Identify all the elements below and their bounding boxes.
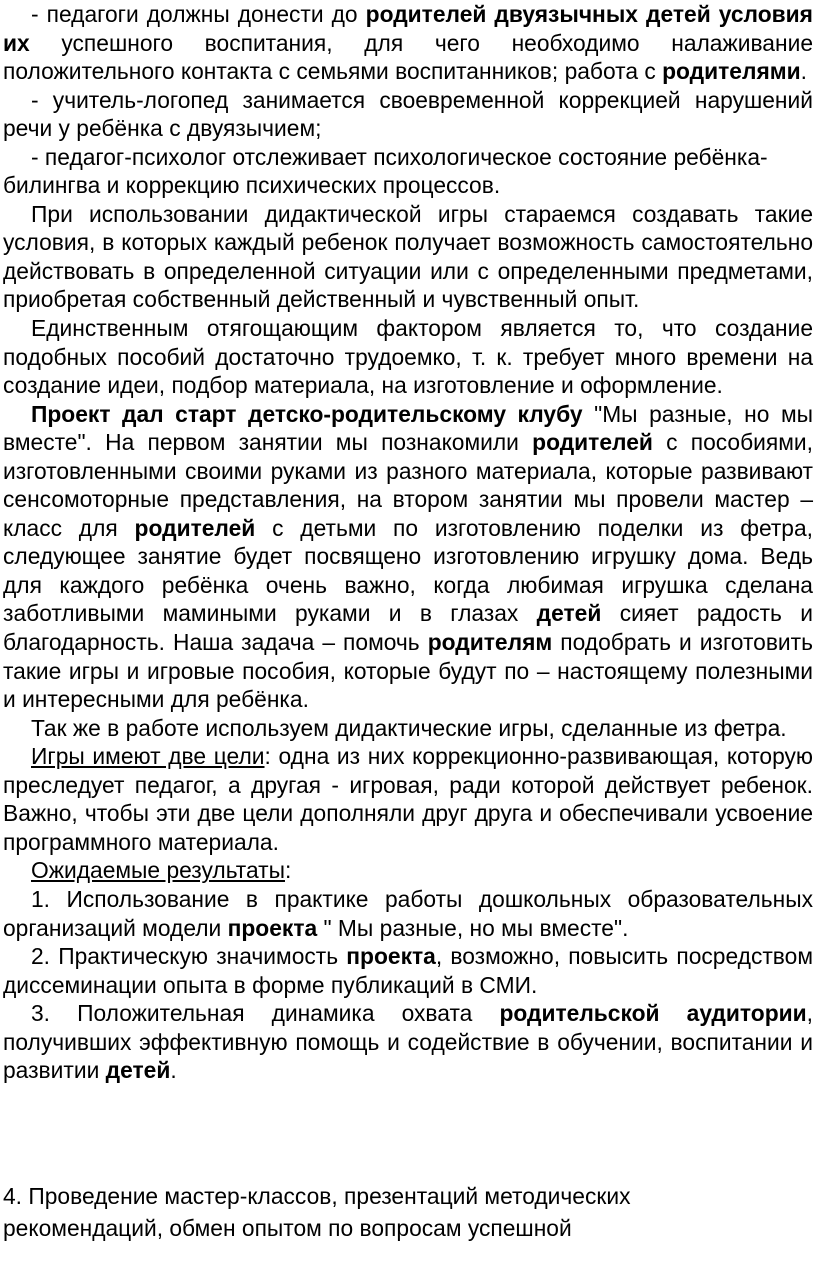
text-run: 2. Практическую значимость: [31, 943, 347, 970]
paragraph-parents-conditions: [3, 0, 813, 86]
document-body: [3, 0, 813, 1085]
text-run: .: [170, 1057, 177, 1084]
bold-run: Проект дал старт детско-родительскому клубу: [31, 400, 583, 427]
text-run: : одна из них коррекционно-развивающая, которую преследует педагог, а другая - игровая, ради которой действует ребенок. Важно, чтобы эти две цели дополняли друг друга и обеспечивали усвоение программного материала.: [3, 743, 814, 855]
text-run: .: [800, 58, 807, 85]
text-run: "Мы разные, но мы вместе". На первом занятии мы познакомили: [3, 400, 813, 456]
paragraph-didactic-game: При использовании дидактической игры стараемся создавать такие условия, в которых каждый ребенок получает возможность самостоятельно действовать в определенной ситуации или с определенными предметами, приобретая собственный действенный и чувственный опыт.: [3, 200, 813, 313]
text-run: " Мы разные, но мы вместе".: [317, 914, 629, 941]
bold-run: родителей: [134, 514, 256, 541]
bold-run: родителям: [427, 629, 553, 656]
paragraph-speech-therapist: - учитель-логопед занимается своевременной коррекцией нарушений речи у ребёнка с двуязычием;: [3, 86, 813, 142]
underlined-run: Ожидаемые результаты: [31, 857, 285, 884]
bold-run: детей: [536, 600, 602, 627]
bold-run: проекта: [346, 943, 436, 970]
text-run: сияет радость и благодарность. Наша задача – помочь: [3, 600, 813, 656]
text-run: :: [284, 857, 292, 884]
bold-run: детей: [105, 1057, 171, 1084]
paragraph-burden-factor: Единственным отягощающим фактором является то, что создание подобных пособий достаточно трудоемко, т. к. требует много времени на создание идеи, подбор материала, на изготовление и оформление.: [3, 315, 813, 399]
paragraph-result-1: [3, 885, 813, 942]
paragraph-felt-games: Так же в работе используем дидактические игры, сделанные из фетра.: [31, 714, 787, 741]
text-run: с детьми по изготовлению поделки из фетра, следующее занятие будет посвящено изготовлению игрушку дома. Ведь для каждого ребёнка очень важно, когда любимая игрушка сделана заботливыми мамиными руками и в глазах: [3, 514, 813, 627]
result-4-line-2: рекомендаций, обмен опытом по вопросам успешной: [3, 1215, 572, 1241]
paragraph-result-4: [3, 1180, 813, 1244]
bold-run: родителями: [662, 58, 801, 85]
paragraph-psychologist: - педагог-психолог отслеживает психологическое состояние ребёнка-билингва и коррекцию психических процессов.: [3, 143, 768, 199]
bold-run: родителей: [532, 429, 653, 456]
text-run: подобрать и изготовить такие игры и игровые пособия, которые будут по – настоящему полезными и интересными для ребёнка.: [3, 629, 813, 713]
paragraph-game-goals: [3, 742, 813, 856]
bold-run: родительской аудитории: [499, 1000, 807, 1027]
paragraph-result-2: [3, 942, 813, 999]
result-4-line-1: 4. Проведение мастер-классов, презентаций методических: [3, 1183, 631, 1209]
text-run: 3. Положительная динамика охвата: [31, 1000, 500, 1027]
text-run: 1. Использование в практике работы дошкольных образовательных организаций модели: [3, 885, 813, 941]
text-run: - педагоги должны донести до: [31, 1, 366, 27]
paragraph-expected-results-heading: [3, 856, 813, 885]
bold-run: проекта: [227, 914, 318, 941]
paragraph-project-club: [3, 400, 813, 714]
underlined-run: Игры имеют две цели: [31, 743, 265, 770]
text-run: успешного воспитания, для чего необходимо налаживание положительного контакта с семьями воспитанников; работа с: [3, 29, 813, 85]
paragraph-result-3: [3, 999, 813, 1085]
text-run: , получивших эффективную помощь и содействие в обучении, воспитании и развитии: [3, 1000, 814, 1084]
bold-run: родителей двуязычных детей условия их: [3, 1, 813, 56]
text-run: , возможно, повысить посредством диссеминации опыта в форме публикаций в СМИ.: [3, 943, 813, 998]
text-run: с пособиями, изготовленными своими руками из разного материала, которые развивают сенсомоторные представления, на втором занятии мы провели мастер – класс для: [3, 429, 813, 541]
